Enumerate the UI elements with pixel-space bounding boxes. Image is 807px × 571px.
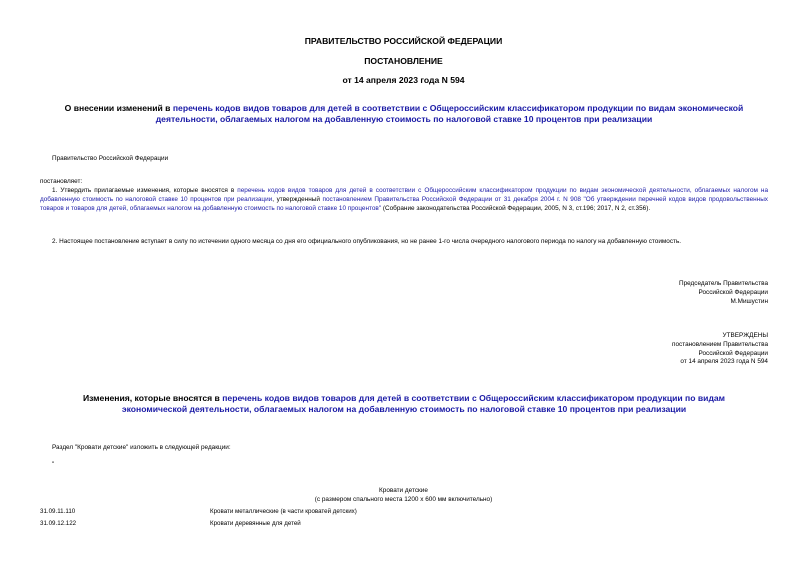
title-link[interactable]: перечень кодов видов товаров для детей в соответствии с Общероссийским классификатором продукции по видам экономической деятельности, облагаемых налогом на добавленную стоимость по налоговой ставке 10 процентов при реализации [155, 103, 744, 124]
row-code: 31.09.11.110 [40, 508, 76, 515]
item-1-text-b: , утвержденный [272, 195, 323, 203]
item-1-link-list[interactable]: перечень кодов видов товаров для детей в соответствии с Общероссийским классификатором продукции по видам экономической деятельности, облагаемых налогом на добавленную стоимость по налоговой ставке 10 процентов при реализации [40, 187, 768, 203]
approval-date: от 14 апреля 2023 года N 594 [680, 358, 768, 366]
opening-quote: " [52, 461, 55, 468]
item-1-link-resolution[interactable]: постановлением Правительства Российской Федерации от 31 декабря 2004 г. N 908 "Об утверждении перечней кодов видов продовольственных товаров и товаров для детей, облагаемых налогом на добавленную стоимость по налоговой ставке 10 процентов" [40, 195, 768, 212]
signature-position: Председатель Правительства [679, 280, 768, 287]
table-subheading: (с размером спального места 1200 x 600 мм включительно) [314, 496, 493, 503]
row-code: 31.09.12.122 [40, 520, 77, 527]
document-date: от 14 апреля 2023 года N 594 [342, 75, 465, 85]
signature-name: М.Мишустин [730, 297, 768, 305]
table-heading: Кровати детские [379, 487, 428, 494]
decree-word: постановляет: [40, 178, 83, 185]
title-prefix: О внесении изменений в [64, 103, 173, 113]
approval-block [672, 332, 768, 367]
table-row [40, 520, 76, 527]
changes-title [62, 393, 746, 415]
signature-country: Российской Федерации [698, 288, 768, 296]
table-row-name: Кровати деревянные для детей [210, 520, 301, 527]
item-2-paragraph: 2. Настоящее постановление вступает в силу по истечении одного месяца со дня его официального опубликования, но не ранее 1-го числа очередного налогового периода по налогу на добавленную стоимость. [52, 238, 682, 245]
changes-title-link[interactable]: перечень кодов видов товаров для детей в соответствии с Общероссийским классификатором продукции по видам экономической деятельности, облагаемых налогом на добавленную стоимость по налоговой ставке 10 процентов при реализации [121, 393, 726, 414]
approval-by: постановлением Правительства [672, 340, 768, 348]
section-instruction: Раздел "Кровати детские" изложить в следующей редакции: [52, 444, 231, 451]
item-1-paragraph [40, 187, 768, 213]
item-1-text-a: 1. Утвердить прилагаемые изменения, которые вносятся в [52, 187, 238, 194]
intro-text: Правительство Российской Федерации [52, 155, 169, 162]
document-title [58, 103, 750, 125]
table-row [40, 508, 75, 515]
government-heading: ПРАВИТЕЛЬСТВО РОССИЙСКОЙ ФЕДЕРАЦИИ [304, 36, 503, 46]
approval-word: УТВЕРЖДЕНЫ [722, 332, 768, 339]
changes-title-prefix: Изменения, которые вносятся в [82, 393, 223, 403]
approval-country: Российской Федерации [698, 349, 768, 357]
item-1-text-c: (Собрание законодательства Российской Федерации, 2005, N 3, ст.196; 2017, N 2, ст.356). [381, 204, 651, 212]
signature-block [679, 280, 768, 306]
document-type: ПОСТАНОВЛЕНИЕ [364, 56, 443, 66]
table-row-name: Кровати металлические (в части кроватей детских) [210, 508, 357, 515]
